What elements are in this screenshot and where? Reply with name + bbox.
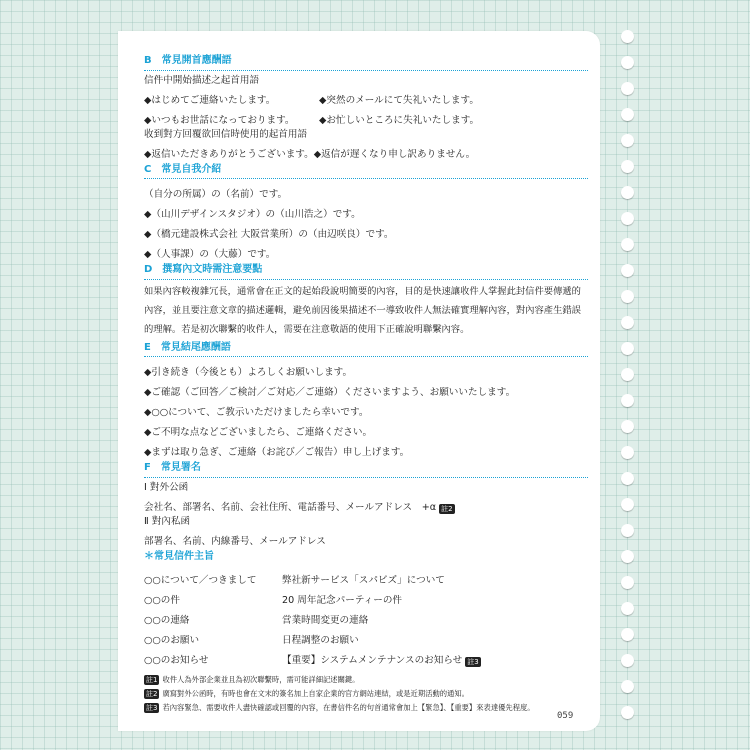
- section-d-heading: D 撰寫內文時需注意要點: [144, 264, 588, 280]
- binder-ring: [621, 602, 634, 615]
- note-marker: 註1: [146, 676, 158, 684]
- binder-ring: [621, 550, 634, 563]
- signature-subheading: Ⅱ 對內私函: [144, 515, 191, 527]
- binder-ring: [621, 680, 634, 693]
- phrase-row: ◆返信いただきありがとうございます。◆返信が遅くなり申し訳ありません。: [144, 148, 476, 160]
- phrase: ◆突然のメールにて失礼いたします。: [319, 94, 479, 106]
- phrase: ◆はじめてご連絡いたします。: [144, 94, 276, 106]
- binder-ring: [621, 316, 634, 329]
- binder-ring: [621, 160, 634, 173]
- footnote: [144, 687, 588, 701]
- subject-pattern: ○○の連絡: [144, 615, 190, 627]
- page-content: [144, 52, 588, 715]
- intro-line: ◆（山川デザインスタジオ）の（山川浩之）です。: [144, 209, 361, 221]
- subject-example: 【重要】システムメンテナンスのお知らせ: [282, 655, 463, 667]
- note-marker: 註2: [146, 690, 158, 698]
- binder-ring: [621, 446, 634, 459]
- signature-subheading: Ⅰ 對外公函: [144, 481, 189, 493]
- subject-row: [144, 587, 588, 607]
- binder-ring: [621, 498, 634, 511]
- subject-pattern: ○○のお願い: [144, 635, 200, 647]
- binder-ring: [621, 264, 634, 277]
- phrase: ◆お忙しいところに失礼いたします。: [319, 114, 480, 126]
- note-marker: 註2: [441, 504, 453, 513]
- subject-heading: ＊常見信件主旨: [144, 550, 214, 562]
- binder-ring: [621, 134, 634, 147]
- section-b-label-2: 收到對方回覆欲回信時使用的起首用語: [144, 128, 308, 140]
- subject-example: 日程調整のお願い: [282, 635, 359, 647]
- intro-line: （自分の所属）の（名前）です。: [144, 189, 288, 201]
- binder-ring: [621, 394, 634, 407]
- binder-ring: [621, 212, 634, 225]
- binder-ring: [621, 654, 634, 667]
- binder-ring: [621, 706, 634, 719]
- phrase-row: [144, 107, 588, 127]
- footnote-text: 若內容緊急、需要收件人盡快確認或回覆的內容，在書信件名的句首通常會加上【緊急】、【重要】來表達優先程度。: [162, 703, 535, 712]
- binder-ring: [621, 628, 634, 641]
- binder-ring: [621, 108, 634, 121]
- closing-line: ◆○○について、ご教示いただけましたら幸いです。: [144, 407, 369, 419]
- subject-pattern: ○○のお知らせ: [144, 655, 209, 667]
- binder-ring: [621, 238, 634, 251]
- closing-line: ◆まずは取り急ぎ、ご連絡（お詫び／ご報告）申し上げます。: [144, 447, 410, 459]
- intro-line: ◆（人事課）の（大藤）です。: [144, 249, 276, 261]
- section-e-heading: E 常見結尾應酬語: [144, 342, 588, 358]
- note-marker: 註3: [146, 704, 158, 712]
- signature-fields: 会社名、部署名、名前、会社住所、電話番号、メールアドレス +α: [144, 501, 437, 513]
- footnote: [144, 673, 588, 687]
- page-number: 059: [557, 711, 574, 721]
- footnote-text: 廣寫對外公函時，有時也會在文末的簽名加上自家企業的官方網站連結，或是近期活動的通知。: [162, 689, 469, 698]
- footnote-text: 收件人為外部企業並且為初次聯繫時，需可能詳細記述關鍵。: [162, 675, 360, 684]
- subject-row: [144, 647, 588, 667]
- section-c-heading: C 常見自我介紹: [144, 164, 588, 180]
- signature-line: 部署名、名前、内線番号、メールアドレス: [144, 535, 326, 547]
- subject-pattern: ○○の件: [144, 595, 180, 607]
- signature-line: [144, 494, 588, 514]
- footnote: [144, 701, 588, 715]
- binder-ring: [621, 524, 634, 537]
- phrase: ◆いつもお世話になっております。: [144, 114, 295, 126]
- subject-row: [144, 567, 588, 587]
- phrase-row: [144, 87, 588, 107]
- binder-ring: [621, 56, 634, 69]
- section-b-heading: B 常見開首應酬語: [144, 55, 588, 71]
- binder-ring: [621, 342, 634, 355]
- subject-row: [144, 607, 588, 627]
- binder-ring: [621, 472, 634, 485]
- closing-line: ◆引き続き（今後とも）よろしくお願いします。: [144, 367, 353, 379]
- binder-ring: [621, 420, 634, 433]
- section-f-heading: F 常見署名: [144, 462, 588, 478]
- binder-ring: [621, 82, 634, 95]
- subject-example: 弊社新サービス「スパビズ」について: [282, 575, 445, 587]
- section-b-label-1: 信件中開始描述之起首用語: [144, 74, 260, 86]
- subject-row: [144, 627, 588, 647]
- subject-example: 営業時間変更の連絡: [282, 615, 369, 627]
- section-d-paragraph: 如果內容較複雜冗長，通常會在正文的起始段說明簡要的內容，目的是快速讓收件人掌握此封信件要傳遞的內容，並且要注意文章的描述邏輯，避免前因後果描述不一導致收件人無法確實理解內容，對內容產生錯誤的理解。若是初次聯繫的收件人，需要在注意敬語的使用下正確說明聯繫內容。: [144, 285, 581, 335]
- binder-ring: [621, 290, 634, 303]
- closing-line: ◆ご確認（ご回答／ご検討／ご対応／ご連絡）くださいますよう、お願いいたします。: [144, 387, 516, 399]
- note-marker: 註3: [467, 658, 479, 666]
- binder-ring: [621, 576, 634, 589]
- subject-pattern: ○○について／つきまして: [144, 575, 257, 587]
- closing-line: ◆ご不明な点などございましたら、ご連絡ください。: [144, 427, 373, 439]
- binder-ring: [621, 368, 634, 381]
- footnotes: [144, 673, 588, 715]
- binder-ring: [621, 186, 634, 199]
- intro-line: ◆（橋元建設株式会社 大阪営業所）の（由辺咲良）です。: [144, 229, 394, 241]
- subject-example: 20 周年記念パーティーの件: [282, 595, 403, 607]
- binder-ring: [621, 30, 634, 43]
